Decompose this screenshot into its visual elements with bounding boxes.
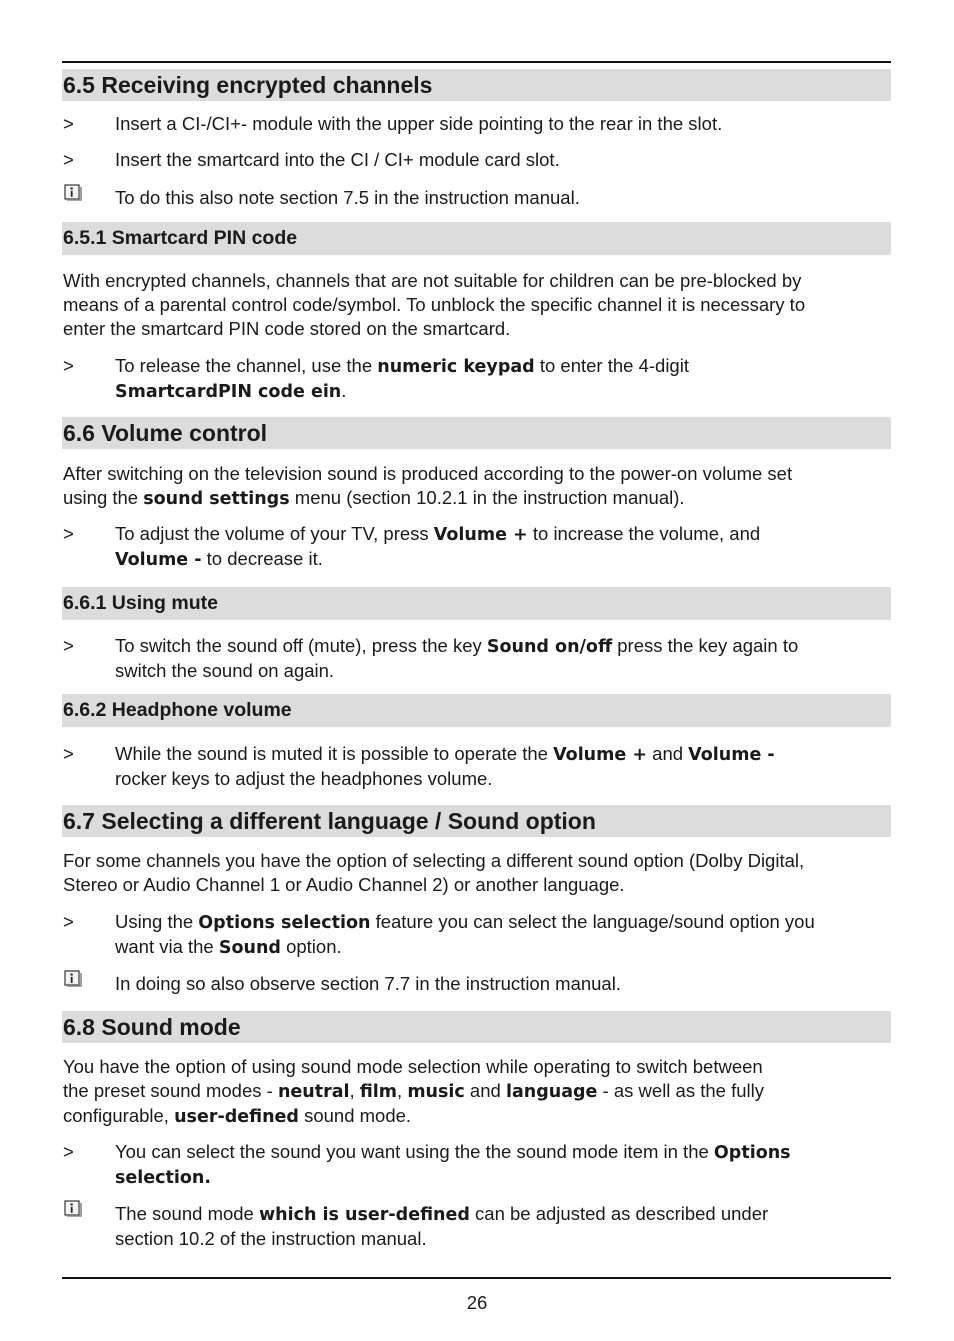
bullet-marker: >	[63, 635, 74, 656]
paragraph: You have the option of using sound mode selection while operating to switch between the preset sound modes - neutral, film, music and language - as well as the fully configurable, user-defined sound mode.	[63, 1056, 764, 1127]
bullet-marker: >	[63, 149, 74, 170]
paragraph: With encrypted channels, channels that are not suitable for children can be pre-blocked by means of a parental control code/symbol. To unblock the specific channel it is necessary to enter the smartcard PIN code stored on the smartcard.	[63, 270, 806, 339]
section-heading-6-6-2: 6.6.2 Headphone volume	[62, 694, 891, 727]
info-note-icon	[63, 969, 85, 989]
top-rule	[62, 61, 891, 63]
info-note-icon	[63, 1199, 85, 1219]
bullet-marker: >	[63, 523, 74, 544]
section-heading-6-5: 6.5 Receiving encrypted channels	[62, 69, 891, 101]
info-note-icon	[63, 183, 85, 203]
bullet-marker: >	[63, 911, 74, 932]
paragraph: After switching on the television sound is produced according to the power-on volume set using the sound settings menu (section 10.2.1 in the instruction manual).	[63, 463, 793, 509]
section-heading-6-5-1: 6.5.1 Smartcard PIN code	[62, 222, 891, 255]
bullet-marker: >	[63, 113, 74, 134]
section-heading-6-6: 6.6 Volume control	[62, 417, 891, 449]
section-heading-6-6-1: 6.6.1 Using mute	[62, 587, 891, 620]
page-number: 26	[466, 1292, 488, 1313]
section-heading-6-7: 6.7 Selecting a different language / Sound option	[62, 805, 891, 837]
bullet-marker: >	[63, 1141, 74, 1162]
bottom-rule	[62, 1277, 891, 1279]
section-heading-6-8: 6.8 Sound mode	[62, 1011, 891, 1043]
bullet-marker: >	[63, 355, 74, 376]
bullet-marker: >	[63, 743, 74, 764]
paragraph: For some channels you have the option of selecting a different sound option (Dolby Digital, Stereo or Audio Channel 1 or Audio Channel 2) or another language.	[63, 850, 805, 895]
